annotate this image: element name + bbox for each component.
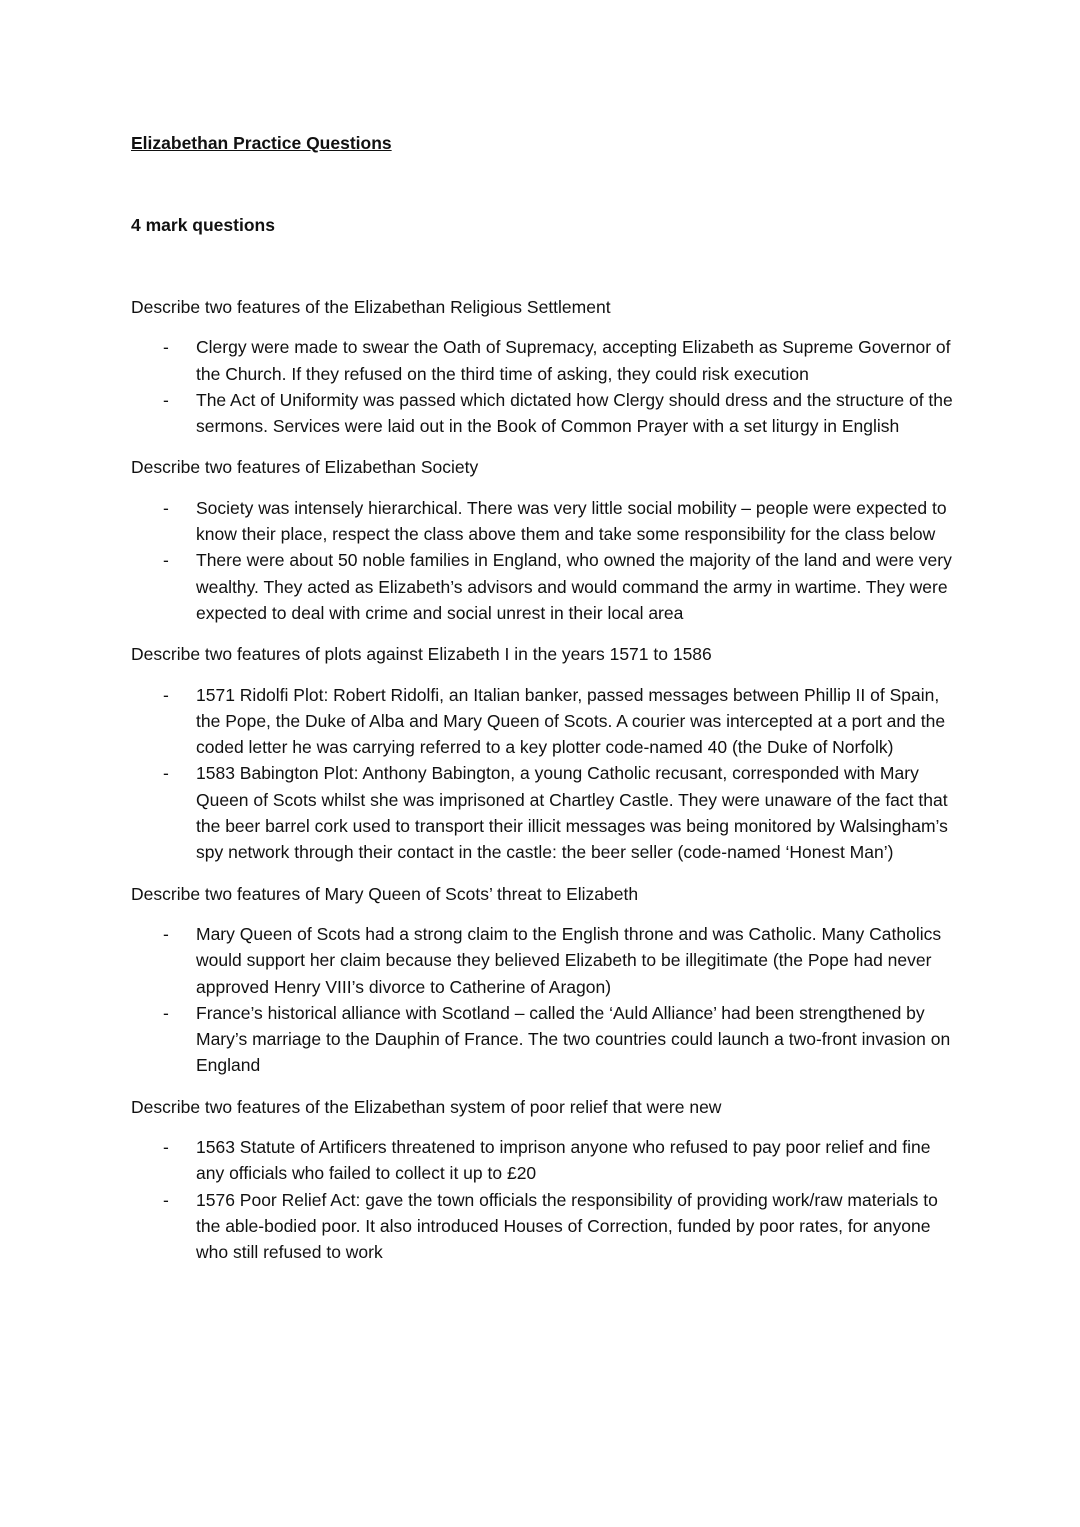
answer-item — [131, 334, 961, 387]
question-text: Describe two features of plots against Elizabeth I in the years 1571 to 1586 — [131, 644, 712, 665]
question-block — [131, 641, 961, 865]
question-block — [131, 294, 961, 439]
dash-bullet-icon: - — [163, 1137, 169, 1158]
document-title: Elizabethan Practice Questions — [131, 133, 392, 153]
answer-text: 1563 Statute of Artificers threatened to imprison anyone who refused to pay poor relief and fine any officials who failed to collect it up to £20 — [196, 1137, 931, 1184]
dash-bullet-icon: - — [163, 497, 169, 518]
answer-item — [131, 1000, 961, 1079]
dash-bullet-icon: - — [163, 550, 169, 571]
answer-item — [131, 682, 961, 761]
answer-item — [131, 387, 961, 440]
answer-list — [131, 495, 961, 626]
answer-text: 1576 Poor Relief Act: gave the town officials the responsibility of providing work/raw materials to the able-bodied poor. It also introduced Houses of Correction, funded by poor rates, for anyone who still refused to work — [196, 1189, 938, 1263]
answer-list — [131, 1134, 961, 1265]
question-block — [131, 1094, 961, 1266]
question-text: Describe two features of the Elizabethan system of poor relief that were new — [131, 1096, 722, 1117]
answer-item — [131, 1134, 961, 1187]
question-text: Describe two features of the Elizabethan Religious Settlement — [131, 297, 611, 317]
dash-bullet-icon: - — [163, 1002, 169, 1023]
section-heading: 4 mark questions — [131, 215, 275, 235]
answer-item — [131, 760, 961, 865]
dash-bullet-icon: - — [163, 684, 169, 705]
answer-list — [131, 334, 961, 439]
answer-text: Society was intensely hierarchical. There was very little social mobility – people were expected to know their place, respect the class above them and take some responsibility for the class below — [196, 497, 947, 545]
dash-bullet-icon: - — [163, 763, 169, 784]
answer-text: There were about 50 noble families in England, who owned the majority of the land and were very wealthy. They acted as Elizabeth’s advisors and would command the army in wartime. They were expected to deal with crime and social unrest in their local area — [196, 550, 952, 623]
answer-text: The Act of Uniformity was passed which dictated how Clergy should dress and the structure of the sermons. Services were laid out in the Book of Common Prayer with a set liturgy in English — [196, 389, 953, 437]
answer-item — [131, 495, 961, 548]
question-block — [131, 881, 961, 1079]
answer-text: 1583 Babington Plot: Anthony Babington, a young Catholic recusant, corresponded with Mary Queen of Scots whilst she was imprisoned at Chartley Castle. They were unaware of the fact that the beer barrel cork used to transport their illicit messages was being monitored by Walsingham’s spy network through their contact in the castle: the beer seller (code-named ‘Honest Man’) — [196, 763, 948, 863]
answer-text: France’s historical alliance with Scotland – called the ‘Auld Alliance’ had been strengthened by Mary’s marriage to the Dauphin of France. The two countries could launch a two-front invasion on England — [196, 1002, 951, 1076]
question-list — [131, 294, 961, 1266]
answer-text: 1571 Ridolfi Plot: Robert Ridolfi, an Italian banker, passed messages between Phillip II of Spain, the Pope, the Duke of Alba and Mary Queen of Scots. A courier was intercepted at a port and the coded letter he was carrying referred to a key plotter code-named 40 (the Duke of Norfolk) — [196, 684, 946, 758]
dash-bullet-icon: - — [163, 1189, 169, 1210]
dash-bullet-icon: - — [163, 923, 169, 944]
answer-text: Clergy were made to swear the Oath of Supremacy, accepting Elizabeth as Supreme Governor of the Church. If they refused on the third time of asking, they could risk execution — [196, 337, 951, 384]
question-text: Describe two features of Elizabethan Society — [131, 457, 479, 478]
dash-bullet-icon: - — [163, 337, 169, 358]
answer-item — [131, 921, 961, 1000]
answer-item — [131, 547, 961, 626]
answer-list — [131, 682, 961, 866]
answer-item — [131, 1187, 961, 1266]
answer-list — [131, 921, 961, 1079]
dash-bullet-icon: - — [163, 389, 169, 410]
answer-text: Mary Queen of Scots had a strong claim to the English throne and was Catholic. Many Catholics would support her claim because they believed Elizabeth to be illegitimate (the Pope had never approved Henry VIII’s divorce to Catherine of Aragon) — [196, 923, 942, 997]
question-block — [131, 454, 961, 626]
question-text: Describe two features of Mary Queen of Scots’ threat to Elizabeth — [131, 883, 639, 904]
